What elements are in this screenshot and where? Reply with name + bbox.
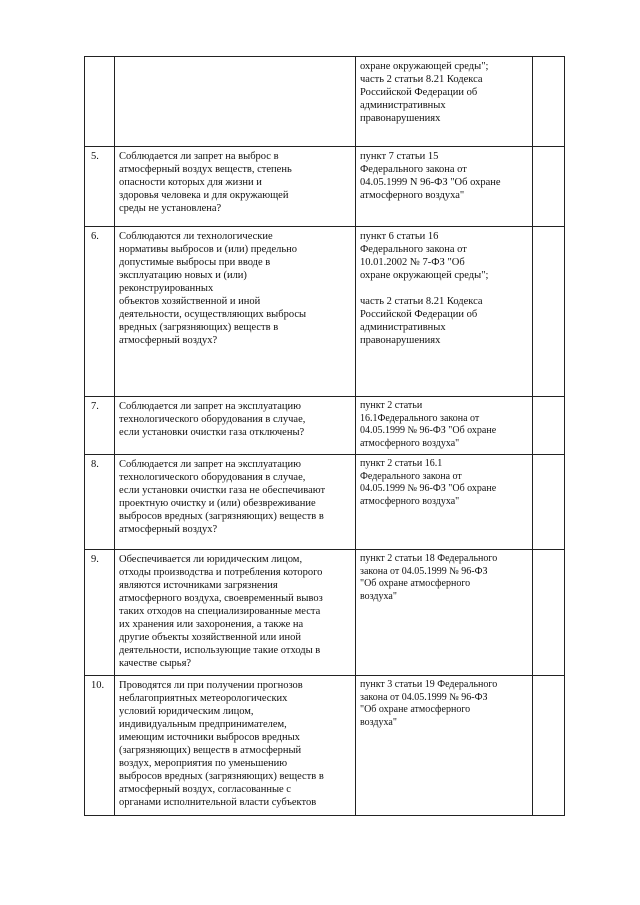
question-line: деятельности, осуществляющих выбросы	[119, 309, 307, 320]
question-line: объектов хозяйственной и иной	[119, 296, 261, 307]
reference-line: воздуха"	[360, 590, 397, 602]
requirement-question	[115, 57, 356, 147]
question-line: качестве сырья?	[119, 658, 192, 669]
answer-cell	[533, 455, 565, 550]
legal-reference	[356, 676, 533, 816]
question-line: атмосферный воздух, согласованные с	[119, 784, 291, 795]
checklist-table	[84, 56, 565, 816]
question-line: Соблюдается ли запрет на выброс в	[119, 151, 279, 162]
question-line: если установки очистки газа отключены?	[119, 427, 305, 438]
table-row	[85, 550, 565, 676]
reference-line: 04.05.1999 N 96-ФЗ "Об охране	[360, 177, 501, 188]
question-line: органами исполнительной власти субъектов	[119, 797, 317, 808]
question-line: атмосферный воздух веществ, степень	[119, 164, 292, 175]
question-line: их хранения или захоронения, а также на	[119, 619, 304, 630]
table-row	[85, 676, 565, 816]
reference-spacer	[360, 282, 528, 295]
reference-line: атмосферного воздуха"	[360, 190, 465, 201]
reference-line: административных	[360, 100, 446, 111]
inspection-checklist	[84, 56, 564, 816]
question-line: другие объекты хозяйственной или иной	[119, 632, 302, 643]
reference-line: часть 2 статьи 8.21 Кодекса	[360, 74, 483, 85]
reference-line: пункт 2 статьи 18 Федерального	[360, 553, 498, 564]
question-line: (загрязняющих) веществ в атмосферный	[119, 745, 302, 756]
question-line: Соблюдается ли запрет на эксплуатацию	[119, 459, 302, 470]
question-line: имеющим источники выбросов вредных	[119, 732, 300, 743]
reference-line: атмосферного воздуха"	[360, 437, 460, 449]
reference-line: 04.05.1999 № 96-ФЗ "Об охране	[360, 483, 497, 494]
answer-cell	[533, 227, 565, 397]
table-row	[85, 57, 565, 147]
reference-line: закона от 04.05.1999 № 96-ФЗ	[360, 565, 488, 577]
answer-cell	[533, 676, 565, 816]
reference-line: Федерального закона от	[360, 470, 462, 482]
question-line: Обеспечивается ли юридическим лицом,	[119, 554, 303, 565]
reference-line: Федерального закона от	[360, 164, 467, 175]
reference-line: административных	[360, 322, 446, 333]
reference-line: Федерального закона от	[360, 244, 467, 255]
question-line: таких отходов на специализированные места	[119, 606, 321, 617]
reference-line: правонарушениях	[360, 113, 441, 124]
question-line: отходы производства и потребления которого	[119, 567, 323, 578]
row-number: 10.	[85, 676, 115, 816]
question-line: допустимые выбросы при вводе в	[119, 257, 271, 268]
question-line: эксплуатацию новых и (или)	[119, 270, 247, 281]
requirement-question	[115, 550, 356, 676]
question-line: проектную очистку и (или) обезвреживание	[119, 498, 316, 509]
question-line: воздух, мероприятия по уменьшению	[119, 758, 288, 769]
question-line: технологического оборудования в случае,	[119, 472, 306, 483]
row-number: 5.	[85, 147, 115, 227]
requirement-question	[115, 227, 356, 397]
reference-line: 10.01.2002 № 7-ФЗ "Об	[360, 257, 465, 268]
reference-line: пункт 3 статьи 19 Федерального	[360, 679, 498, 690]
reference-line: пункт 6 статьи 16	[360, 231, 439, 242]
question-line: Соблюдаются ли технологические	[119, 231, 273, 242]
requirement-question	[115, 455, 356, 550]
question-line: неблагоприятных метеорологических	[119, 693, 288, 704]
row-number: 7.	[85, 397, 115, 455]
question-line: Проводятся ли при получении прогнозов	[119, 680, 303, 691]
reference-line: пункт 7 статьи 15	[360, 151, 439, 162]
answer-cell	[533, 550, 565, 676]
legal-reference	[356, 455, 533, 550]
reference-line: "Об охране атмосферного	[360, 578, 471, 589]
question-line: среды не установлена?	[119, 203, 222, 214]
reference-line: "Об охране атмосферного	[360, 704, 471, 715]
legal-reference	[356, 227, 533, 397]
question-line: технологического оборудования в случае,	[119, 414, 306, 425]
question-line: атмосферный воздух?	[119, 524, 218, 535]
answer-cell	[533, 57, 565, 147]
legal-reference	[356, 57, 533, 147]
question-line: атмосферный воздух?	[119, 335, 218, 346]
question-line: индивидуальным предпринимателем,	[119, 719, 287, 730]
question-line: являются источниками загрязнения	[119, 580, 278, 591]
reference-line: 16.1Федерального закона от	[360, 412, 480, 424]
question-line: деятельности, использующие такие отходы в	[119, 645, 321, 656]
question-line: опасности которых для жизни и	[119, 177, 262, 188]
reference-line: 04.05.1999 № 96-ФЗ "Об охране	[360, 425, 497, 436]
legal-reference	[356, 397, 533, 455]
question-line: если установки очистки газа не обеспечивают	[119, 485, 326, 496]
question-line: нормативы выбросов и (или) предельно	[119, 244, 298, 255]
answer-cell	[533, 147, 565, 227]
table-row	[85, 397, 565, 455]
question-line: атмосферного воздуха, своевременный вывоз	[119, 593, 323, 604]
answer-cell	[533, 397, 565, 455]
reference-line: охране окружающей среды";	[360, 61, 489, 72]
question-line: условий юридическим лицом,	[119, 706, 254, 717]
reference-line: пункт 2 статьи 16.1	[360, 458, 443, 469]
requirement-question	[115, 147, 356, 227]
row-number: 9.	[85, 550, 115, 676]
legal-reference	[356, 147, 533, 227]
table-row	[85, 227, 565, 397]
legal-reference	[356, 550, 533, 676]
reference-line: закона от 04.05.1999 № 96-ФЗ	[360, 691, 488, 703]
row-number	[85, 57, 115, 147]
reference-line: воздуха"	[360, 716, 397, 728]
question-line: реконструированных	[119, 283, 214, 294]
reference-line: правонарушениях	[360, 335, 441, 346]
requirement-question	[115, 397, 356, 455]
requirement-question	[115, 676, 356, 816]
table-row	[85, 147, 565, 227]
reference-line: Российской Федерации об	[360, 309, 478, 320]
reference-line: атмосферного воздуха"	[360, 495, 460, 507]
reference-line: пункт 2 статьи	[360, 400, 423, 411]
table-row	[85, 455, 565, 550]
question-line: вредных (загрязняющих) веществ в	[119, 322, 279, 333]
row-number: 8.	[85, 455, 115, 550]
question-line: Соблюдается ли запрет на эксплуатацию	[119, 401, 302, 412]
row-number: 6.	[85, 227, 115, 397]
reference-line: часть 2 статьи 8.21 Кодекса	[360, 296, 483, 307]
question-line: выбросов вредных (загрязняющих) веществ в	[119, 511, 324, 522]
reference-line: Российской Федерации об	[360, 87, 478, 98]
reference-line: охране окружающей среды";	[360, 270, 489, 281]
question-line: выбросов вредных (загрязняющих) веществ в	[119, 771, 324, 782]
question-line: здоровья человека и для окружающей	[119, 190, 289, 201]
